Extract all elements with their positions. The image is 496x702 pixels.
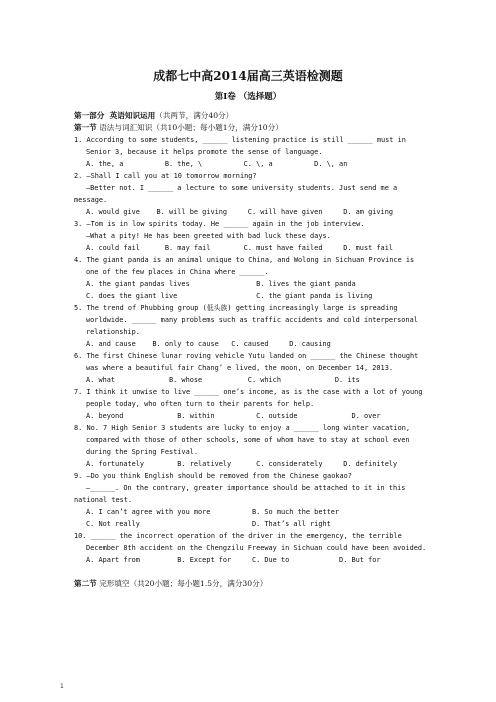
text-line: A. beyond B. within C. outside D. over bbox=[86, 412, 381, 420]
part-heading-rest: （共两节，满分40分） bbox=[155, 111, 234, 120]
text-line: C. does the giant live C. the giant panda is living bbox=[86, 292, 373, 300]
section-heading-rest: 完形填空（共20小题；每小题1.5分，满分30分） bbox=[96, 579, 268, 588]
part-heading-bold: 第一部分 英语知识运用 bbox=[74, 111, 156, 120]
part-heading bbox=[74, 110, 434, 122]
text-line: December 8th accident on the Chengzilu Freeway in Sichuan could have been avoided. bbox=[86, 544, 427, 552]
spacer bbox=[74, 566, 434, 578]
text-line: people today, who often turn to their parents for help. bbox=[86, 400, 315, 408]
text-line: A. the giant pandas lives B. lives the giant panda bbox=[86, 280, 356, 288]
text-line: A. fortunately B. relatively C. considerately D. definitely bbox=[86, 460, 398, 468]
text-line: 4. The giant panda is an animal unique to China, and Wolong in Sichuan Province is bbox=[74, 256, 415, 264]
text-line: one of the few places in China where ______. bbox=[86, 268, 269, 276]
text-line: 10. ______ the incorrect operation of the driver in the emergency, the terrible bbox=[74, 532, 402, 540]
section-heading-bold: 第二节 bbox=[74, 579, 97, 588]
document-title: 成都七中高2014届高三英语检测题 bbox=[153, 69, 343, 83]
text-line: —Better not. I ______ a lecture to some university students. Just send me a bbox=[86, 184, 398, 192]
text-line: during the Spring Festival. bbox=[86, 448, 199, 456]
text-line: Senior 3, because it helps promote the sense of language. bbox=[86, 148, 323, 156]
text-line: A. could fail B. may fail C. must have failed D. must fail bbox=[86, 244, 393, 252]
text-line: 3. —Tom is in low spirits today. He ______ again in the job interview. bbox=[74, 220, 365, 228]
document-body bbox=[74, 110, 434, 590]
text-line: 1. According to some students, ______ listening practice is still ______ must in bbox=[74, 136, 406, 144]
text-line: A. what B. whose C. which D. its bbox=[86, 376, 360, 384]
text-line: worldwide. ______ many problems such as traffic accidents and cold interpersonal bbox=[86, 316, 418, 324]
page-number: 1 bbox=[60, 683, 64, 690]
text-line: 5. The trend of Phubbing group (低头族) getting increasingly large is spreading bbox=[74, 304, 398, 312]
text-line: A. I can’t agree with you more B. So much the better bbox=[86, 508, 340, 516]
section-heading-rest: 语法与词汇知识（共10小题；每小题1分，满分10分） bbox=[96, 123, 283, 132]
text-line: compared with those of other schools, some of whom have to stay at school even bbox=[86, 436, 410, 444]
text-line: 9. —Do you think English should be removed from the Chinese gaokao? bbox=[74, 472, 352, 480]
section-heading bbox=[74, 122, 434, 134]
text-line: —What a pity! He has been greeted with bad luck these days. bbox=[86, 232, 331, 240]
section-heading-bold: 第一节 bbox=[74, 123, 97, 132]
text-line: 6. The first Chinese lunar roving vehicle Yutu landed on ______ the Chinese thought bbox=[74, 352, 419, 360]
text-line: 2. —Shall I call you at 10 tomorrow morning? bbox=[74, 172, 257, 180]
text-line: message. bbox=[74, 196, 108, 204]
text-line: 8. No. 7 High Senior 3 students are lucky to enjoy a ______ long winter vacation, bbox=[74, 424, 411, 432]
text-line: national test. bbox=[74, 496, 133, 504]
text-line: A. and cause B. only to cause C. caused D. causing bbox=[86, 340, 331, 348]
text-line: A. the, a B. the, \ C. \, a D. \, an bbox=[86, 160, 348, 168]
section-heading bbox=[74, 578, 434, 590]
text-line: A. would give B. will be giving C. will have given D. am giving bbox=[86, 208, 393, 216]
text-line: relationship. bbox=[86, 328, 140, 336]
text-line: C. Not really D. That’s all right bbox=[86, 520, 331, 528]
document-subtitle: 第Ⅰ卷 （选择题） bbox=[214, 92, 282, 102]
text-line: —______. On the contrary, greater importance should be attached to it in this bbox=[86, 484, 406, 492]
text-line: was where a beautiful fair Chang’ e lived, the moon, on December 14, 2013. bbox=[86, 364, 393, 372]
text-line: 7. I think it unwise to live ______ one’s income, as is the case with a lot of young bbox=[74, 388, 423, 396]
text-line: A. Apart from B. Except for C. Due to D. But for bbox=[86, 556, 381, 564]
